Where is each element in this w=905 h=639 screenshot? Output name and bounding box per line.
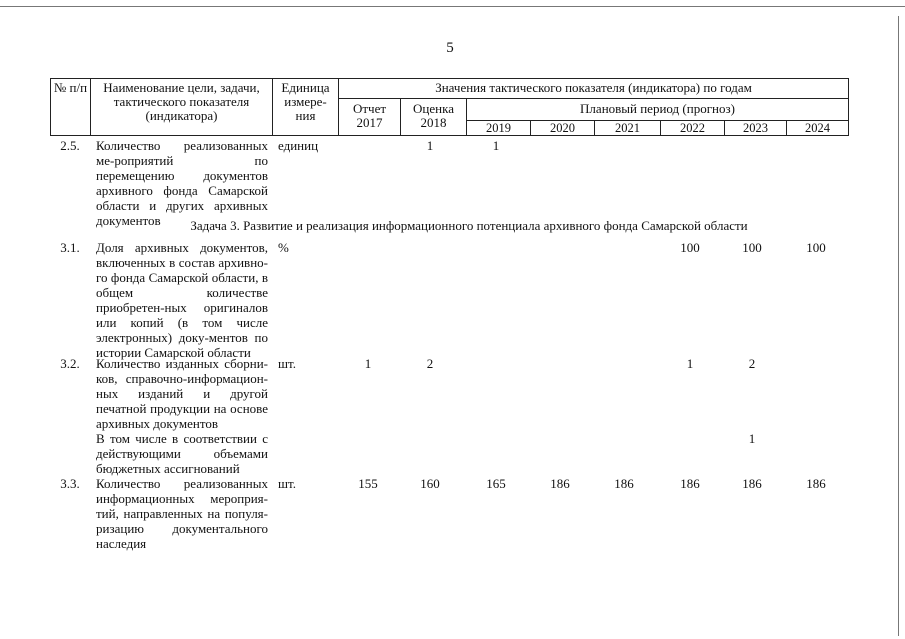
row-value: 1 [364,356,372,371]
header-year: 2019 [467,121,531,136]
row-unit: % [278,240,289,255]
row-unit: шт. [278,356,296,371]
row-number: 3.2. [60,356,80,371]
row-name: Количество изданных сборни-ков, справочно-информацион-ных изданий и другой печатной продукции на основе архивных документов [96,356,268,431]
header-year: 2021 [595,121,661,136]
header-number: № п/п [51,79,91,136]
header-estimate: Оценка 2018 [401,99,467,136]
row-value: 1 [426,138,434,153]
header-values: Значения тактического показателя (индикатора) по годам [339,79,849,99]
row-value: 100 [806,240,826,255]
row-value: 186 [806,476,826,491]
header-year: 2023 [725,121,787,136]
right-border-line [898,16,899,636]
row-name: Количество реализованных ме-роприятий по перемещению документов архивного фонда Самарской области и других архивных документов [96,138,268,228]
top-border-line [0,6,905,7]
row-value: 100 [680,240,700,255]
header-year: 2022 [661,121,725,136]
row-value: 160 [420,476,440,491]
indicator-table-header [50,78,849,136]
task-heading: Задача 3. Развитие и реализация информационного потенциала архивного фонда Самарской области [190,218,748,233]
row-value: 1 [686,356,694,371]
row-number: 3.1. [60,240,80,255]
row-value: 186 [680,476,700,491]
header-plan: Плановый период (прогноз) [467,99,849,121]
row-value: 186 [550,476,570,491]
row-number: 3.3. [60,476,80,491]
row-value: 1 [748,431,756,446]
row-value: 1 [492,138,500,153]
row-name: Количество реализованных информационных мероприя-тий, направленных на популя-ризацию документального наследия [96,476,268,551]
row-value: 100 [742,240,762,255]
header-year: 2024 [787,121,849,136]
header-unit: Единица измере-ния [273,79,339,136]
row-value: 186 [742,476,762,491]
row-name: В том числе в соответствии с действующими объемами бюджетных ассигнований [96,431,268,476]
header-report: Отчет 2017 [339,99,401,136]
row-value: 186 [614,476,634,491]
row-value: 165 [486,476,506,491]
row-unit: шт. [278,476,296,491]
row-number: 2.5. [60,138,80,153]
row-value: 155 [358,476,378,491]
row-value: 2 [426,356,434,371]
row-name: Доля архивных документов, включенных в состав архивно-го фонда Самарской области, в общем количестве приобретен-ных оригиналов или копий (в том числе электронных) доку-ментов по истории Самарской области [96,240,268,360]
header-name: Наименование цели, задачи, тактического показателя (индикатора) [91,79,273,136]
row-value: 2 [748,356,756,371]
row-unit: единиц [278,138,319,153]
page-number: 5 [446,40,454,56]
header-year: 2020 [531,121,595,136]
